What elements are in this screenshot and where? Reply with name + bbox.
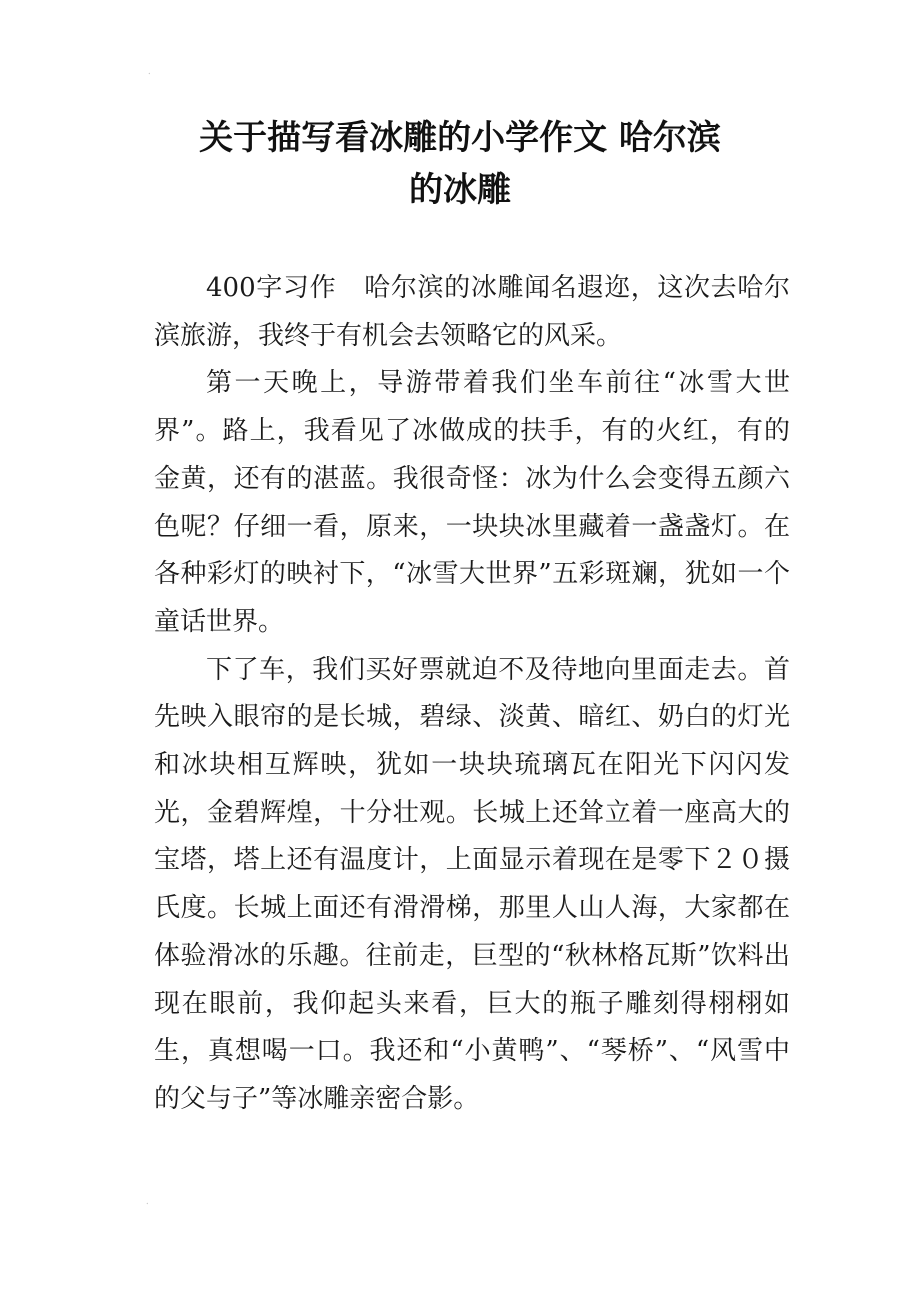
article-body	[154, 265, 790, 1124]
paragraph-3: 下了车，我们买好票就迫不及待地向里面走去。首先映入眼帘的是长城，碧绿、淡黄、暗红、奶白的灯光和冰块相互辉映，犹如一块块琉璃瓦在阳光下闪闪发光，金碧辉煌，十分壮观。长城上还耸立着一座高大的宝塔，塔上还有温度计，上面显示着现在是零下２０摄氏度。长城上面还有滑滑梯，那里人山人海，大家都在体验滑冰的乐趣。往前走，巨型的“秋林格瓦斯”饮料出现在眼前，我仰起头来看，巨大的瓶子雕刻得栩栩如生，真想喝一口。我还和“小黄鸭”、“琴桥”、“风雪中的父与子”等冰雕亲密合影。	[154, 654, 790, 1114]
title-line-1: 关于描写看冰雕的小学作文 哈尔滨	[199, 118, 721, 158]
paragraph-2: 第一天晚上，导游带着我们坐车前往“冰雪大世界”。路上，我看见了冰做成的扶手，有的火红，有的金黄，还有的湛蓝。我很奇怪：冰为什么会变得五颜六色呢？仔细一看，原来，一块块冰里藏着一盏盏灯。在各种彩灯的映衬下，“冰雪大世界”五彩斑斓，犹如一个童话世界。	[154, 368, 790, 637]
paragraph-1-text: 哈尔滨的冰雕闻名遐迩，这次去哈尔滨旅游，我终于有机会去领略它的风采。	[154, 273, 790, 351]
page-title	[120, 112, 800, 216]
corner-mark-bottom: ⸱	[146, 1199, 149, 1210]
corner-mark-top: ⸱	[148, 69, 151, 80]
title-line-2: 的冰雕	[409, 170, 511, 210]
paragraph-1	[154, 265, 790, 360]
article-label: 400字习作	[206, 273, 337, 303]
